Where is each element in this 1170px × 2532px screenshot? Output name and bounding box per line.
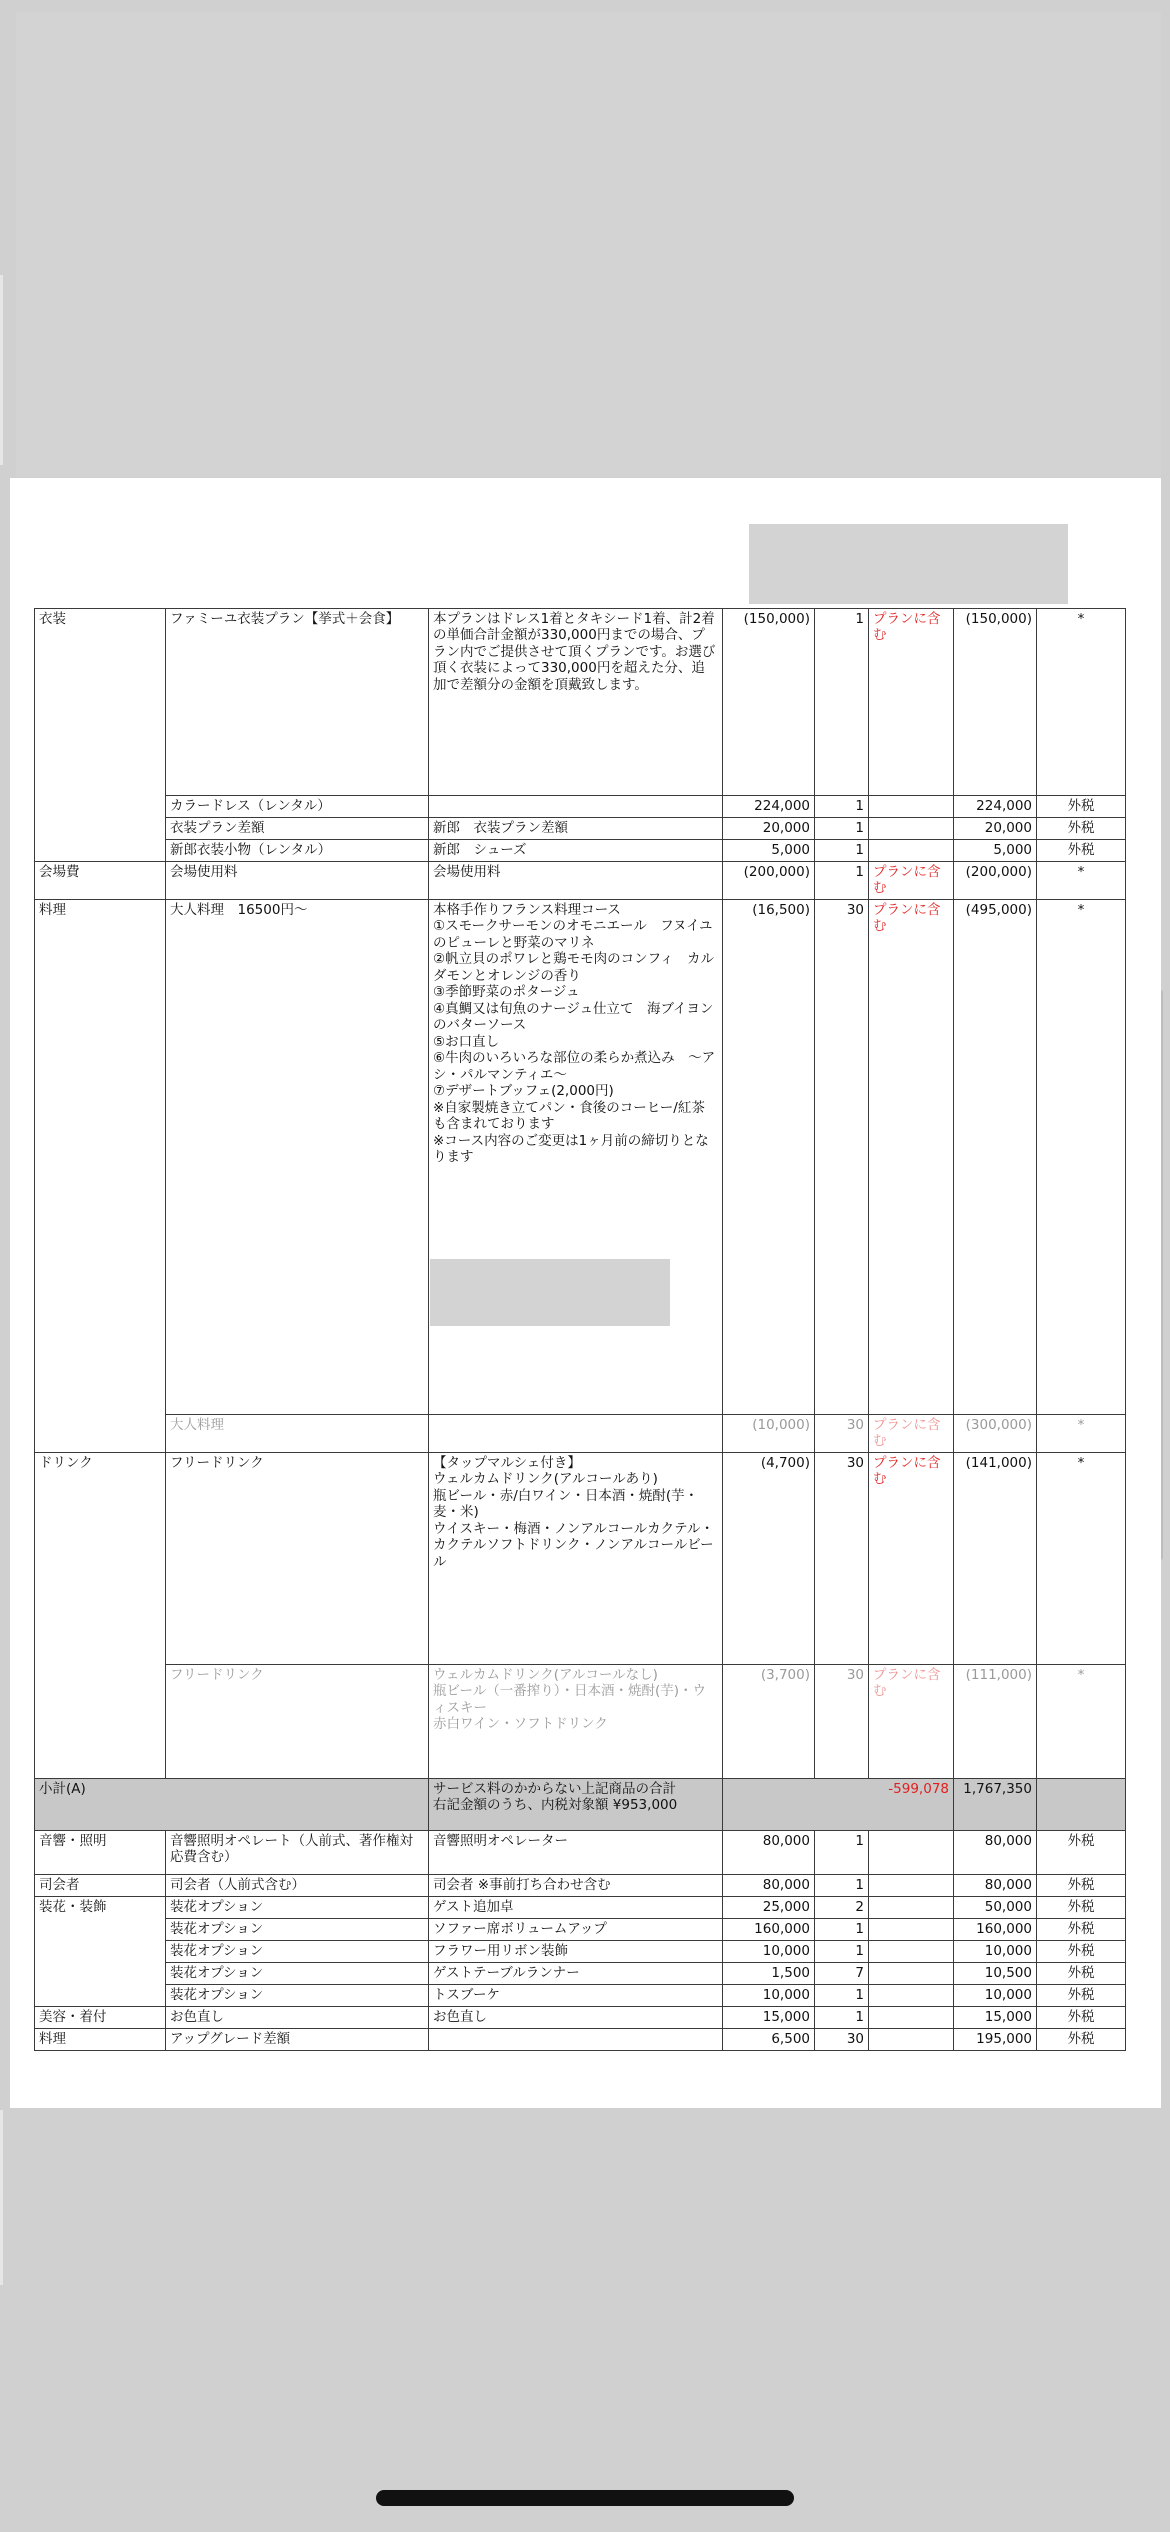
tax-cell: 外税 xyxy=(1037,796,1126,818)
amount-cell: 10,000 xyxy=(954,1940,1037,1962)
category-cell: 美容・着付 xyxy=(35,2006,166,2028)
tax-cell: * xyxy=(1037,862,1126,900)
plan-note-cell xyxy=(869,1962,954,1984)
table-row xyxy=(35,2006,1126,2028)
table-row xyxy=(35,1874,1126,1896)
unit-price-cell: 1,500 xyxy=(723,1962,815,1984)
quantity-cell: 7 xyxy=(815,1962,869,1984)
amount-cell: 15,000 xyxy=(954,2006,1037,2028)
plan-note-cell: プランに含む xyxy=(869,899,954,1414)
unit-price-cell: 20,000 xyxy=(723,818,815,840)
tax-cell: 外税 xyxy=(1037,818,1126,840)
quantity-cell: 30 xyxy=(815,1664,869,1778)
item-cell: フリードリンク xyxy=(166,1664,429,1778)
description-cell: お色直し xyxy=(429,2006,723,2028)
amount-cell: (111,000) xyxy=(954,1664,1037,1778)
quantity-cell: 2 xyxy=(815,1896,869,1918)
subtotal-difference: -599,078 xyxy=(869,1778,954,1830)
table-row xyxy=(35,1664,1126,1778)
plan-note-cell xyxy=(869,1830,954,1874)
empty-cell xyxy=(723,1778,815,1830)
description-cell: ゲスト追加卓 xyxy=(429,1896,723,1918)
table-row xyxy=(35,1452,1126,1664)
tax-cell: * xyxy=(1037,899,1126,1414)
table-row xyxy=(35,2028,1126,2050)
amount-cell: (150,000) xyxy=(954,609,1037,796)
item-cell: 装花オプション xyxy=(166,1918,429,1940)
item-cell: 装花オプション xyxy=(166,1962,429,1984)
plan-note-cell: プランに含む xyxy=(869,609,954,796)
category-cell: 料理 xyxy=(35,899,166,1452)
tax-cell: 外税 xyxy=(1037,2028,1126,2050)
description-cell: 司会者 ※事前打ち合わせ含む xyxy=(429,1874,723,1896)
amount-cell: 195,000 xyxy=(954,2028,1037,2050)
quantity-cell: 1 xyxy=(815,2006,869,2028)
amount-cell: 10,000 xyxy=(954,1984,1037,2006)
table-row xyxy=(35,1830,1126,1874)
item-cell: フリードリンク xyxy=(166,1452,429,1664)
unit-price-cell: 160,000 xyxy=(723,1918,815,1940)
item-cell: カラードレス（レンタル） xyxy=(166,796,429,818)
table-row xyxy=(35,840,1126,862)
plan-note-cell: プランに含む xyxy=(869,1664,954,1778)
unit-price-cell: 25,000 xyxy=(723,1896,815,1918)
amount-cell: (141,000) xyxy=(954,1452,1037,1664)
description-cell xyxy=(429,2028,723,2050)
table-row xyxy=(35,1414,1126,1452)
unit-price-cell: 6,500 xyxy=(723,2028,815,2050)
item-cell: 装花オプション xyxy=(166,1940,429,1962)
table-row xyxy=(35,862,1126,900)
amount-cell: 50,000 xyxy=(954,1896,1037,1918)
unit-price-cell: 15,000 xyxy=(723,2006,815,2028)
category-cell: 音響・照明 xyxy=(35,1830,166,1874)
tax-cell: * xyxy=(1037,609,1126,796)
table-row xyxy=(35,1918,1126,1940)
description-cell: 新郎 衣装プラン差額 xyxy=(429,818,723,840)
description-cell xyxy=(429,1414,723,1452)
description-cell: 音響照明オペレーター xyxy=(429,1830,723,1874)
unit-price-cell: 80,000 xyxy=(723,1830,815,1874)
tax-cell: 外税 xyxy=(1037,1940,1126,1962)
tax-cell: 外税 xyxy=(1037,1896,1126,1918)
plan-note-cell: プランに含む xyxy=(869,1452,954,1664)
unit-price-cell: 80,000 xyxy=(723,1874,815,1896)
table-row xyxy=(35,1940,1126,1962)
table-row xyxy=(35,796,1126,818)
plan-note-cell xyxy=(869,1984,954,2006)
quantity-cell: 1 xyxy=(815,840,869,862)
description-cell: ウェルカムドリンク(アルコールなし) 瓶ビール（一番搾り）・日本酒・焼酎(芋)・ウィスキー 赤白ワイン・ソフトドリンク xyxy=(429,1664,723,1778)
plan-note-cell xyxy=(869,840,954,862)
category-cell: ドリンク xyxy=(35,1452,166,1778)
subtotal-label: 小計(A) xyxy=(35,1778,429,1830)
tax-cell: * xyxy=(1037,1452,1126,1664)
plan-note-cell xyxy=(869,1940,954,1962)
empty-cell xyxy=(1037,1778,1126,1830)
quantity-cell: 1 xyxy=(815,1940,869,1962)
amount-cell: 80,000 xyxy=(954,1874,1037,1896)
description-cell: 【タップマルシェ付き】 ウェルカムドリンク(アルコールあり) 瓶ビール・赤/白ワイン・日本酒・焼酎(芋・麦・米) ウイスキー・梅酒・ノンアルコールカクテル・カクテルソフトドリンク・ノンアルコールビール xyxy=(429,1452,723,1664)
unit-price-cell: (16,500) xyxy=(723,899,815,1414)
description-cell: 新郎 シューズ xyxy=(429,840,723,862)
description-cell: 本プランはドレス1着とタキシード1着、計2着の単価合計金額が330,000円までの場合、プラン内でご提供させて頂くプランです。お選び頂く衣装によって330,000円を超えた分、追加で差額分の金額を頂戴致します。 xyxy=(429,609,723,796)
plan-note-cell xyxy=(869,1918,954,1940)
plan-note-cell xyxy=(869,1874,954,1896)
redacted-area xyxy=(749,524,1068,604)
description-cell: 本格手作りフランス料理コース ①スモークサーモンのオモニエール フヌイユのピューレと野菜のマリネ ②帆立貝のポワレと鶏モモ肉のコンフィ カルダモンとオレンジの香り ③季節野菜のポタージュ ④真鯛又は旬魚のナージュ仕立て 海ブイヨンのバターソース ⑤お口直し ⑥牛肉のいろいろな部位の柔らか煮込み ～アシ・パルマンティエ～ ⑦デザートブッフェ(2,000円) ※自家製焼き立てパン・食後のコーヒー/紅茶も含まれております ※コース内容のご変更は1ヶ月前の締切りとなります xyxy=(429,899,723,1414)
quantity-cell: 30 xyxy=(815,2028,869,2050)
quantity-cell: 1 xyxy=(815,862,869,900)
amount-cell: 224,000 xyxy=(954,796,1037,818)
tax-cell: 外税 xyxy=(1037,1984,1126,2006)
description-cell: ソファー席ボリュームアップ xyxy=(429,1918,723,1940)
description-cell: 会場使用料 xyxy=(429,862,723,900)
plan-note-cell xyxy=(869,2028,954,2050)
item-cell: 新郎衣装小物（レンタル） xyxy=(166,840,429,862)
item-cell: お色直し xyxy=(166,2006,429,2028)
top-blank-region xyxy=(16,12,1161,477)
plan-note-cell xyxy=(869,818,954,840)
item-cell: 司会者（人前式含む） xyxy=(166,1874,429,1896)
amount-cell: 80,000 xyxy=(954,1830,1037,1874)
amount-cell: 20,000 xyxy=(954,818,1037,840)
unit-price-cell: 10,000 xyxy=(723,1940,815,1962)
quantity-cell: 1 xyxy=(815,609,869,796)
quantity-cell: 30 xyxy=(815,899,869,1414)
unit-price-cell: (4,700) xyxy=(723,1452,815,1664)
tax-cell: 外税 xyxy=(1037,2006,1126,2028)
item-cell: 会場使用料 xyxy=(166,862,429,900)
quantity-cell: 30 xyxy=(815,1452,869,1664)
unit-price-cell: (200,000) xyxy=(723,862,815,900)
category-cell: 会場費 xyxy=(35,862,166,900)
redacted-area xyxy=(430,1259,670,1326)
estimate-table xyxy=(34,608,1126,2051)
quantity-cell: 1 xyxy=(815,1830,869,1874)
tax-cell: 外税 xyxy=(1037,1918,1126,1940)
description-cell: ゲストテーブルランナー xyxy=(429,1962,723,1984)
tax-cell: * xyxy=(1037,1414,1126,1452)
description-cell: フラワー用リボン装飾 xyxy=(429,1940,723,1962)
subtotal-amount: 1,767,350 xyxy=(954,1778,1037,1830)
quantity-cell: 1 xyxy=(815,818,869,840)
quantity-cell: 1 xyxy=(815,1874,869,1896)
unit-price-cell: 5,000 xyxy=(723,840,815,862)
home-indicator[interactable] xyxy=(376,2490,794,2506)
plan-note-cell: プランに含む xyxy=(869,1414,954,1452)
plan-note-cell xyxy=(869,1896,954,1918)
left-edge-sliver xyxy=(0,2110,3,2285)
unit-price-cell: (150,000) xyxy=(723,609,815,796)
empty-cell xyxy=(815,1778,869,1830)
item-cell: アップグレード差額 xyxy=(166,2028,429,2050)
plan-note-cell xyxy=(869,2006,954,2028)
item-cell: 大人料理 16500円～ xyxy=(166,899,429,1414)
tax-cell: * xyxy=(1037,1664,1126,1778)
item-cell: ファミーユ衣装プラン【挙式＋会食】 xyxy=(166,609,429,796)
tax-cell: 外税 xyxy=(1037,1962,1126,1984)
unit-price-cell: (3,700) xyxy=(723,1664,815,1778)
description-cell xyxy=(429,796,723,818)
tax-cell: 外税 xyxy=(1037,840,1126,862)
item-cell: 音響照明オペレート（人前式、著作権対応費含む） xyxy=(166,1830,429,1874)
tax-cell: 外税 xyxy=(1037,1874,1126,1896)
quantity-cell: 30 xyxy=(815,1414,869,1452)
category-cell: 衣装 xyxy=(35,609,166,862)
category-cell: 料理 xyxy=(35,2028,166,2050)
amount-cell: 10,500 xyxy=(954,1962,1037,1984)
left-edge-sliver xyxy=(0,275,3,465)
document-page xyxy=(10,478,1161,2108)
category-cell: 司会者 xyxy=(35,1874,166,1896)
unit-price-cell: (10,000) xyxy=(723,1414,815,1452)
item-cell: 大人料理 xyxy=(166,1414,429,1452)
table-row xyxy=(35,1896,1126,1918)
quantity-cell: 1 xyxy=(815,796,869,818)
amount-cell: 160,000 xyxy=(954,1918,1037,1940)
description-cell: トスブーケ xyxy=(429,1984,723,2006)
unit-price-cell: 10,000 xyxy=(723,1984,815,2006)
plan-note-cell xyxy=(869,796,954,818)
amount-cell: (300,000) xyxy=(954,1414,1037,1452)
item-cell: 衣装プラン差額 xyxy=(166,818,429,840)
subtotal-description: サービス料のかからない上記商品の合計 右記金額のうち、内税対象額 ¥953,000 xyxy=(429,1778,723,1830)
quantity-cell: 1 xyxy=(815,1984,869,2006)
item-cell: 装花オプション xyxy=(166,1896,429,1918)
table-row xyxy=(35,1984,1126,2006)
plan-note-cell: プランに含む xyxy=(869,862,954,900)
unit-price-cell: 224,000 xyxy=(723,796,815,818)
table-row xyxy=(35,609,1126,796)
item-cell: 装花オプション xyxy=(166,1984,429,2006)
quantity-cell: 1 xyxy=(815,1918,869,1940)
subtotal-row xyxy=(35,1778,1126,1830)
amount-cell: 5,000 xyxy=(954,840,1037,862)
tax-cell: 外税 xyxy=(1037,1830,1126,1874)
table-row xyxy=(35,899,1126,1414)
table-row xyxy=(35,1962,1126,1984)
category-cell: 装花・装飾 xyxy=(35,1896,166,2006)
amount-cell: (495,000) xyxy=(954,899,1037,1414)
table-row xyxy=(35,818,1126,840)
amount-cell: (200,000) xyxy=(954,862,1037,900)
